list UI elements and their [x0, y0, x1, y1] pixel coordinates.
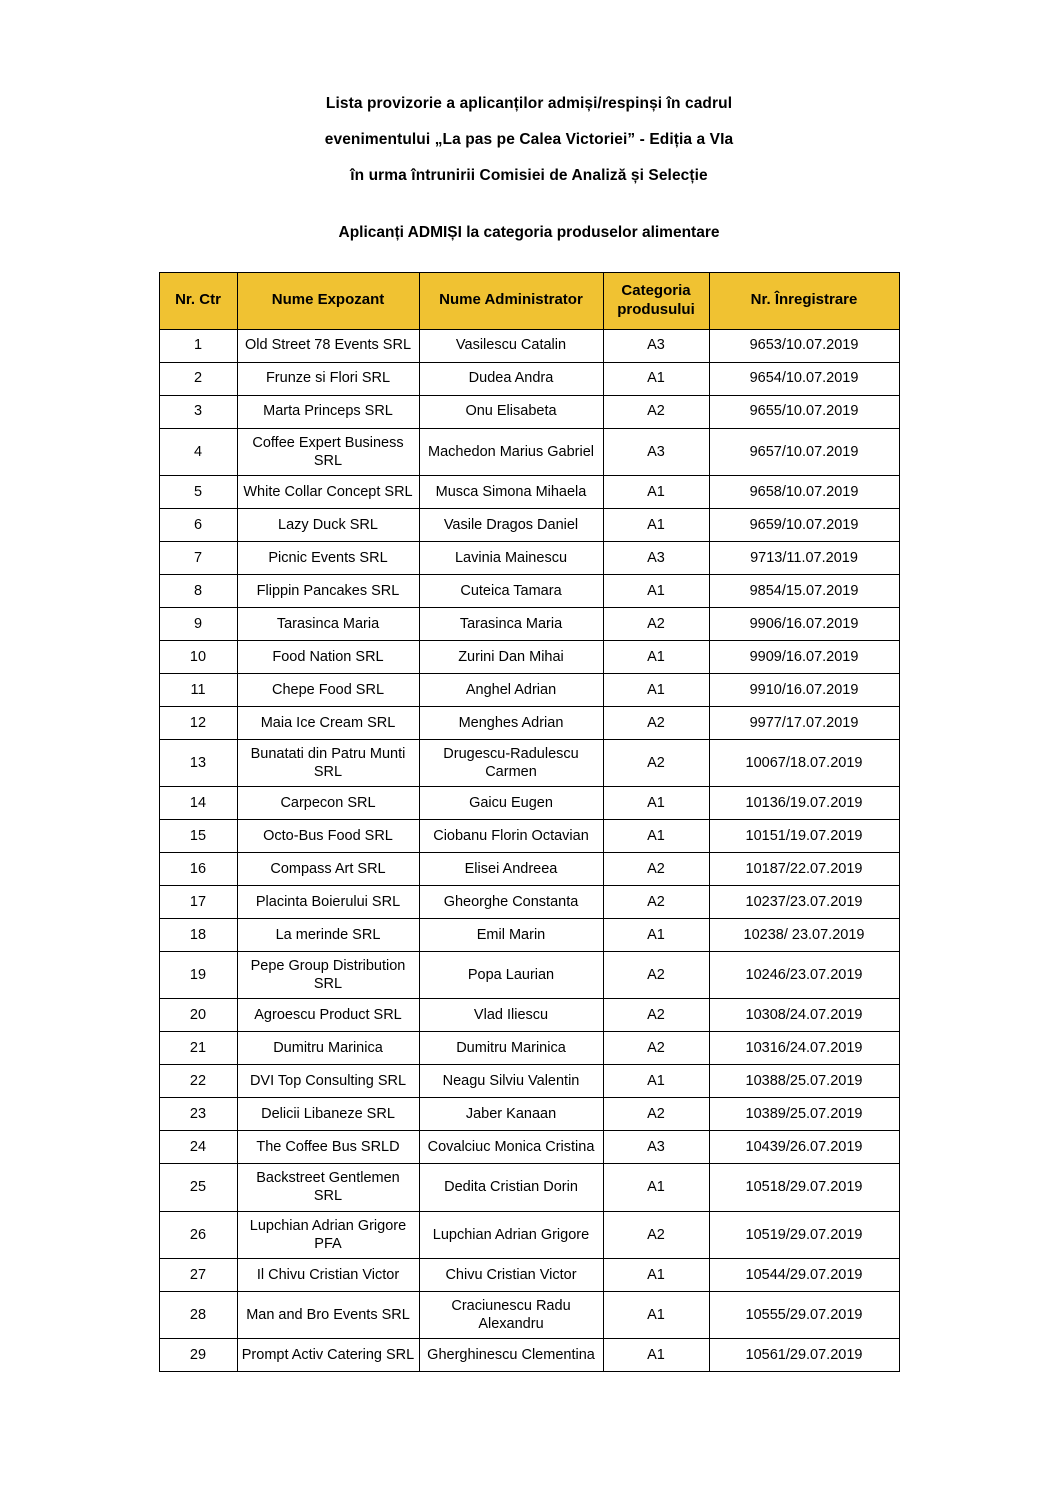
cell-nume-expozant: Prompt Activ Catering SRL — [237, 1339, 419, 1372]
cell-categoria: A1 — [603, 820, 709, 853]
cell-nr-inregistrare: 9854/15.07.2019 — [709, 574, 899, 607]
table-row — [159, 640, 899, 673]
table-row — [159, 508, 899, 541]
cell-nume-administrator: Dumitru Marinica — [419, 1032, 603, 1065]
cell-categoria: A2 — [603, 706, 709, 739]
cell-nr-ctr: 14 — [159, 787, 237, 820]
cell-nume-expozant: Marta Princeps SRL — [237, 395, 419, 428]
cell-nume-expozant: Pepe Group Distribution SRL — [237, 952, 419, 999]
cell-nr-ctr: 22 — [159, 1065, 237, 1098]
cell-nr-ctr: 26 — [159, 1211, 237, 1258]
table-row — [159, 1211, 899, 1258]
cell-nume-administrator: Craciunescu Radu Alexandru — [419, 1291, 603, 1338]
cell-categoria: A2 — [603, 853, 709, 886]
cell-nume-administrator: Dudea Andra — [419, 362, 603, 395]
table-row — [159, 706, 899, 739]
cell-nr-ctr: 17 — [159, 886, 237, 919]
table-row — [159, 1131, 899, 1164]
cell-categoria: A2 — [603, 1211, 709, 1258]
cell-nr-ctr: 8 — [159, 574, 237, 607]
cell-nume-administrator: Tarasinca Maria — [419, 607, 603, 640]
cell-nume-expozant: Maia Ice Cream SRL — [237, 706, 419, 739]
cell-nume-expozant: La merinde SRL — [237, 919, 419, 952]
cell-nr-ctr: 3 — [159, 395, 237, 428]
cell-nume-administrator: Menghes Adrian — [419, 706, 603, 739]
cell-categoria: A1 — [603, 1291, 709, 1338]
cell-categoria: A2 — [603, 886, 709, 919]
cell-categoria: A2 — [603, 395, 709, 428]
cell-categoria: A2 — [603, 952, 709, 999]
table-row — [159, 428, 899, 475]
cell-nr-inregistrare: 10389/25.07.2019 — [709, 1098, 899, 1131]
cell-nr-inregistrare: 9655/10.07.2019 — [709, 395, 899, 428]
cell-nr-ctr: 20 — [159, 999, 237, 1032]
cell-nume-administrator: Musca Simona Mihaela — [419, 475, 603, 508]
cell-nr-inregistrare: 10136/19.07.2019 — [709, 787, 899, 820]
cell-nr-inregistrare: 9909/16.07.2019 — [709, 640, 899, 673]
cell-nume-administrator: Onu Elisabeta — [419, 395, 603, 428]
cell-nr-ctr: 7 — [159, 541, 237, 574]
cell-categoria: A3 — [603, 428, 709, 475]
cell-nume-expozant: Food Nation SRL — [237, 640, 419, 673]
column-header-nume-expozant: Nume Expozant — [237, 273, 419, 330]
cell-nume-expozant: The Coffee Bus SRLD — [237, 1131, 419, 1164]
cell-categoria: A3 — [603, 541, 709, 574]
cell-categoria: A1 — [603, 1339, 709, 1372]
cell-nr-ctr: 2 — [159, 362, 237, 395]
cell-nume-expozant: Picnic Events SRL — [237, 541, 419, 574]
cell-nume-expozant: Coffee Expert Business SRL — [237, 428, 419, 475]
cell-nume-administrator: Jaber Kanaan — [419, 1098, 603, 1131]
cell-nr-inregistrare: 9713/11.07.2019 — [709, 541, 899, 574]
cell-nr-inregistrare: 10555/29.07.2019 — [709, 1291, 899, 1338]
cell-nr-inregistrare: 10518/29.07.2019 — [709, 1164, 899, 1211]
cell-nr-ctr: 5 — [159, 475, 237, 508]
cell-nr-inregistrare: 9653/10.07.2019 — [709, 329, 899, 362]
cell-nume-administrator: Lupchian Adrian Grigore — [419, 1211, 603, 1258]
cell-categoria: A1 — [603, 1258, 709, 1291]
cell-nr-inregistrare: 10151/19.07.2019 — [709, 820, 899, 853]
cell-nume-administrator: Anghel Adrian — [419, 673, 603, 706]
cell-nr-ctr: 12 — [159, 706, 237, 739]
cell-nume-expozant: Old Street 78 Events SRL — [237, 329, 419, 362]
cell-nume-expozant: White Collar Concept SRL — [237, 475, 419, 508]
cell-nr-ctr: 4 — [159, 428, 237, 475]
cell-categoria: A3 — [603, 1131, 709, 1164]
cell-nr-ctr: 29 — [159, 1339, 237, 1372]
cell-categoria: A3 — [603, 329, 709, 362]
cell-nume-expozant: Backstreet Gentlemen SRL — [237, 1164, 419, 1211]
cell-nume-expozant: Chepe Food SRL — [237, 673, 419, 706]
cell-nume-expozant: DVI Top Consulting SRL — [237, 1065, 419, 1098]
cell-nr-inregistrare: 9906/16.07.2019 — [709, 607, 899, 640]
cell-nume-expozant: Placinta Boierului SRL — [237, 886, 419, 919]
column-header-nr-ctr: Nr. Ctr — [159, 273, 237, 330]
cell-nume-administrator: Chivu Cristian Victor — [419, 1258, 603, 1291]
table-row — [159, 787, 899, 820]
cell-nr-inregistrare: 10316/24.07.2019 — [709, 1032, 899, 1065]
cell-nr-ctr: 27 — [159, 1258, 237, 1291]
cell-nr-inregistrare: 10439/26.07.2019 — [709, 1131, 899, 1164]
cell-nr-inregistrare: 10238/ 23.07.2019 — [709, 919, 899, 952]
cell-nume-administrator: Dedita Cristian Dorin — [419, 1164, 603, 1211]
cell-nume-administrator: Drugescu-Radulescu Carmen — [419, 739, 603, 786]
cell-nume-administrator: Elisei Andreea — [419, 853, 603, 886]
table-header-row — [159, 273, 899, 330]
cell-nume-administrator: Covalciuc Monica Cristina — [419, 1131, 603, 1164]
cell-nr-ctr: 11 — [159, 673, 237, 706]
cell-nume-expozant: Flippin Pancakes SRL — [237, 574, 419, 607]
cell-nr-ctr: 9 — [159, 607, 237, 640]
cell-nr-inregistrare: 10237/23.07.2019 — [709, 886, 899, 919]
cell-nr-ctr: 18 — [159, 919, 237, 952]
cell-nr-ctr: 25 — [159, 1164, 237, 1211]
table-row — [159, 1258, 899, 1291]
page-title-line-3: în urma întrunirii Comisiei de Analiză și Selecție — [350, 167, 708, 184]
column-header-nr-inregistrare: Nr. Înregistrare — [709, 273, 899, 330]
cell-nume-expozant: Tarasinca Maria — [237, 607, 419, 640]
cell-nr-inregistrare: 9977/17.07.2019 — [709, 706, 899, 739]
table-row — [159, 919, 899, 952]
applicants-table — [159, 272, 900, 1372]
cell-nr-ctr: 13 — [159, 739, 237, 786]
cell-nr-ctr: 24 — [159, 1131, 237, 1164]
cell-nr-ctr: 15 — [159, 820, 237, 853]
cell-categoria: A1 — [603, 787, 709, 820]
table-row — [159, 329, 899, 362]
cell-categoria: A2 — [603, 999, 709, 1032]
table-row — [159, 1339, 899, 1372]
table-row — [159, 1032, 899, 1065]
cell-nume-administrator: Popa Laurian — [419, 952, 603, 999]
cell-nr-inregistrare: 10388/25.07.2019 — [709, 1065, 899, 1098]
cell-nume-administrator: Emil Marin — [419, 919, 603, 952]
table-row — [159, 820, 899, 853]
cell-nume-administrator: Cuteica Tamara — [419, 574, 603, 607]
cell-nume-expozant: Bunatati din Patru Munti SRL — [237, 739, 419, 786]
cell-nume-administrator: Gheorghe Constanta — [419, 886, 603, 919]
cell-nr-inregistrare: 10544/29.07.2019 — [709, 1258, 899, 1291]
cell-nr-inregistrare: 10561/29.07.2019 — [709, 1339, 899, 1372]
cell-nr-ctr: 23 — [159, 1098, 237, 1131]
cell-categoria: A1 — [603, 1164, 709, 1211]
cell-categoria: A2 — [603, 1032, 709, 1065]
column-header-nume-administrator: Nume Administrator — [419, 273, 603, 330]
cell-nume-expozant: Agroescu Product SRL — [237, 999, 419, 1032]
cell-nr-inregistrare: 9659/10.07.2019 — [709, 508, 899, 541]
table-row — [159, 853, 899, 886]
table-row — [159, 673, 899, 706]
cell-nume-administrator: Lavinia Mainescu — [419, 541, 603, 574]
cell-nume-administrator: Zurini Dan Mihai — [419, 640, 603, 673]
cell-nr-inregistrare: 10519/29.07.2019 — [709, 1211, 899, 1258]
cell-nume-expozant: Frunze si Flori SRL — [237, 362, 419, 395]
section-subtitle: Aplicanți ADMIȘI la categoria produselor alimentare — [338, 224, 720, 241]
table-row — [159, 1065, 899, 1098]
table-row — [159, 952, 899, 999]
cell-nume-expozant: Dumitru Marinica — [237, 1032, 419, 1065]
cell-nr-inregistrare: 9657/10.07.2019 — [709, 428, 899, 475]
cell-nr-ctr: 1 — [159, 329, 237, 362]
cell-nr-inregistrare: 10308/24.07.2019 — [709, 999, 899, 1032]
table-row — [159, 607, 899, 640]
cell-nr-inregistrare: 9654/10.07.2019 — [709, 362, 899, 395]
cell-categoria: A1 — [603, 508, 709, 541]
cell-categoria: A1 — [603, 362, 709, 395]
cell-nume-administrator: Vlad Iliescu — [419, 999, 603, 1032]
table-row — [159, 362, 899, 395]
table-row — [159, 886, 899, 919]
cell-nume-administrator: Neagu Silviu Valentin — [419, 1065, 603, 1098]
table-row — [159, 574, 899, 607]
cell-nume-expozant: Octo-Bus Food SRL — [237, 820, 419, 853]
cell-nr-ctr: 21 — [159, 1032, 237, 1065]
cell-nr-inregistrare: 10067/18.07.2019 — [709, 739, 899, 786]
page-title-line-2: evenimentului „La pas pe Calea Victoriei” - Ediția a VIa — [324, 131, 734, 148]
cell-nume-administrator: Gherghinescu Clementina — [419, 1339, 603, 1372]
cell-nume-expozant: Lazy Duck SRL — [237, 508, 419, 541]
cell-nr-ctr: 16 — [159, 853, 237, 886]
cell-nr-ctr: 10 — [159, 640, 237, 673]
page-title — [100, 86, 958, 194]
table-row — [159, 541, 899, 574]
cell-categoria: A1 — [603, 919, 709, 952]
table-header — [159, 273, 899, 330]
cell-nume-expozant: Il Chivu Cristian Victor — [237, 1258, 419, 1291]
cell-nume-administrator: Machedon Marius Gabriel — [419, 428, 603, 475]
table-row — [159, 739, 899, 786]
page-title-line-1: Lista provizorie a aplicanților admiși/respinși în cadrul — [325, 95, 733, 112]
cell-nume-administrator: Vasile Dragos Daniel — [419, 508, 603, 541]
cell-categoria: A2 — [603, 1098, 709, 1131]
cell-nr-inregistrare: 10246/23.07.2019 — [709, 952, 899, 999]
cell-nr-inregistrare: 9910/16.07.2019 — [709, 673, 899, 706]
cell-nr-ctr: 19 — [159, 952, 237, 999]
cell-categoria: A1 — [603, 1065, 709, 1098]
cell-nume-expozant: Compass Art SRL — [237, 853, 419, 886]
table-row — [159, 1164, 899, 1211]
table-row — [159, 475, 899, 508]
cell-nume-administrator: Gaicu Eugen — [419, 787, 603, 820]
cell-nume-expozant: Delicii Libaneze SRL — [237, 1098, 419, 1131]
table-row — [159, 1291, 899, 1338]
cell-categoria: A1 — [603, 640, 709, 673]
table-body — [159, 329, 899, 1372]
cell-nume-expozant: Lupchian Adrian Grigore PFA — [237, 1211, 419, 1258]
cell-nr-inregistrare: 9658/10.07.2019 — [709, 475, 899, 508]
table-row — [159, 395, 899, 428]
cell-categoria: A1 — [603, 475, 709, 508]
cell-nume-administrator: Ciobanu Florin Octavian — [419, 820, 603, 853]
cell-nr-inregistrare: 10187/22.07.2019 — [709, 853, 899, 886]
cell-categoria: A2 — [603, 739, 709, 786]
cell-nr-ctr: 6 — [159, 508, 237, 541]
cell-nume-administrator: Vasilescu Catalin — [419, 329, 603, 362]
cell-nr-ctr: 28 — [159, 1291, 237, 1338]
table-row — [159, 1098, 899, 1131]
cell-nume-expozant: Man and Bro Events SRL — [237, 1291, 419, 1338]
column-header-categoria-produsului: Categoria produsului — [603, 273, 709, 330]
cell-categoria: A1 — [603, 574, 709, 607]
cell-categoria: A2 — [603, 607, 709, 640]
cell-nume-expozant: Carpecon SRL — [237, 787, 419, 820]
cell-categoria: A1 — [603, 673, 709, 706]
table-row — [159, 999, 899, 1032]
